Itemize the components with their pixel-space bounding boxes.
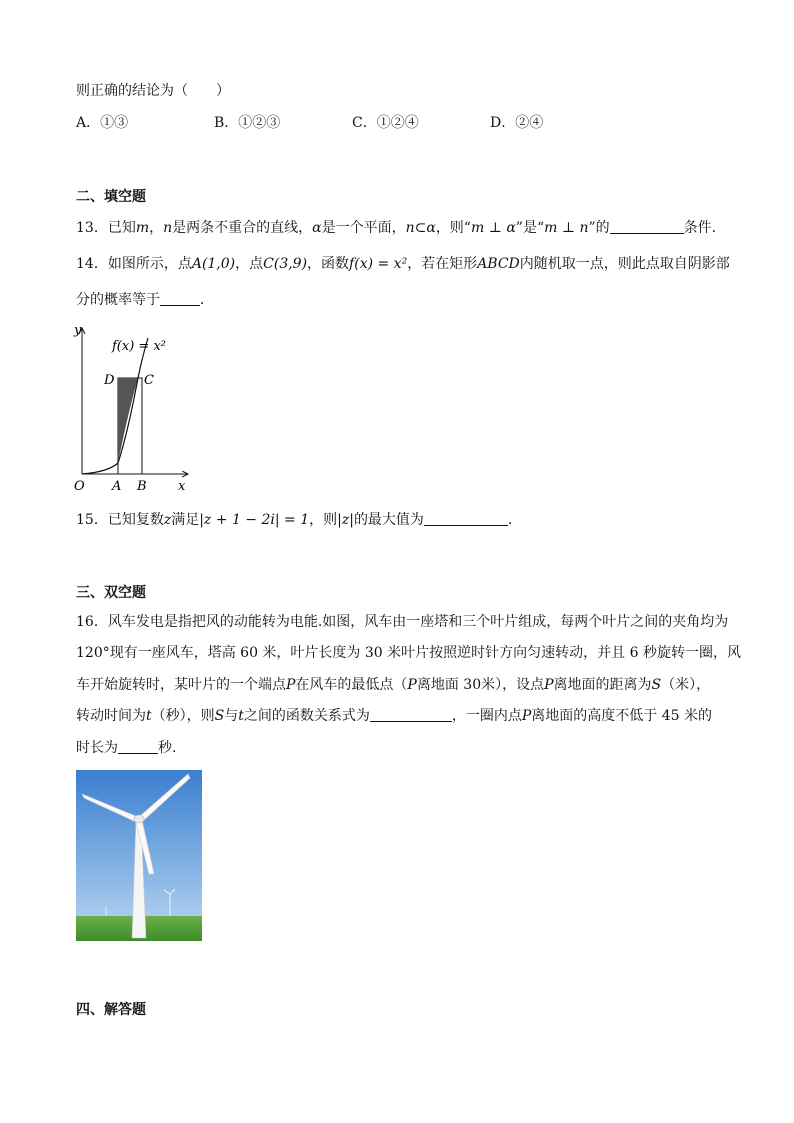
question-15: 15．已知复数z满足|z + 1 − 2i| = 1，则|z|的最大值为 ． [76,512,522,528]
wind-turbine-photo [76,770,202,941]
point-d-label: D [104,373,115,388]
answer-blank-14[interactable] [160,291,200,306]
answer-blank-15[interactable] [424,511,508,526]
section-solve-heading: 四、解答题 [76,1002,146,1018]
answer-blank-16a[interactable] [370,707,452,722]
question-14-line1: 14．如图所示，点A(1,0)，点C(3,9)，函数f(x) = x²，若在矩形ABCD内随机取一点，则此点取自阴影部 [76,256,730,272]
point-a-label: A [112,479,122,494]
parabola-curve [82,338,148,474]
question-16-line1: 16．风车发电是指把风的动能转为电能.如图，风车由一座塔和三个叶片组成，每两个叶片之间的夹角均为 [76,614,729,630]
option-c: C．①②④ [352,115,419,131]
question-16-line3: 车开始旋转时，某叶片的一个端点P在风车的最低点（P离地面 30米），设点P离地面的距离为S（米）， [76,677,711,693]
x-label: x [178,479,186,494]
question-16-line2: 120°现有一座风车，塔高 60 米，叶片长度为 30 米叶片按照逆时针方向匀速转动，并且 6 秒旋转一圈，风 [76,645,741,661]
question-14-line2: 分的概率等于 ． [76,292,214,308]
question-16-line4: 转动时间为t（秒），则S与t之间的函数关系式为 ，一圈内点P离地面的高度不低于 45 米的 [76,708,713,724]
option-d: D．②④ [490,115,544,131]
option-b: B．①②③ [214,115,281,131]
option-a: A．①③ [76,115,129,131]
section-double-heading: 三、双空题 [76,585,146,601]
function-label: f(x) = x² [112,339,166,354]
q12-stem: 则正确的结论为（ ） [76,83,230,99]
question-13: 13．已知m，n是两条不重合的直线，α是一个平面，n⊂α，则“m ⊥ α”是“m ⊥ n”的 条件． [76,220,726,236]
point-b-label: B [137,479,147,494]
section-fill-heading: 二、填空题 [76,189,146,205]
answer-blank-13[interactable] [610,219,684,234]
question-16-line5: 时长为 秒. [76,740,177,756]
answer-blank-16b[interactable] [118,739,158,754]
parabola-graph [70,322,200,496]
point-c-label: C [144,373,154,388]
origin-label: O [74,479,85,494]
y-label: y [74,323,82,338]
